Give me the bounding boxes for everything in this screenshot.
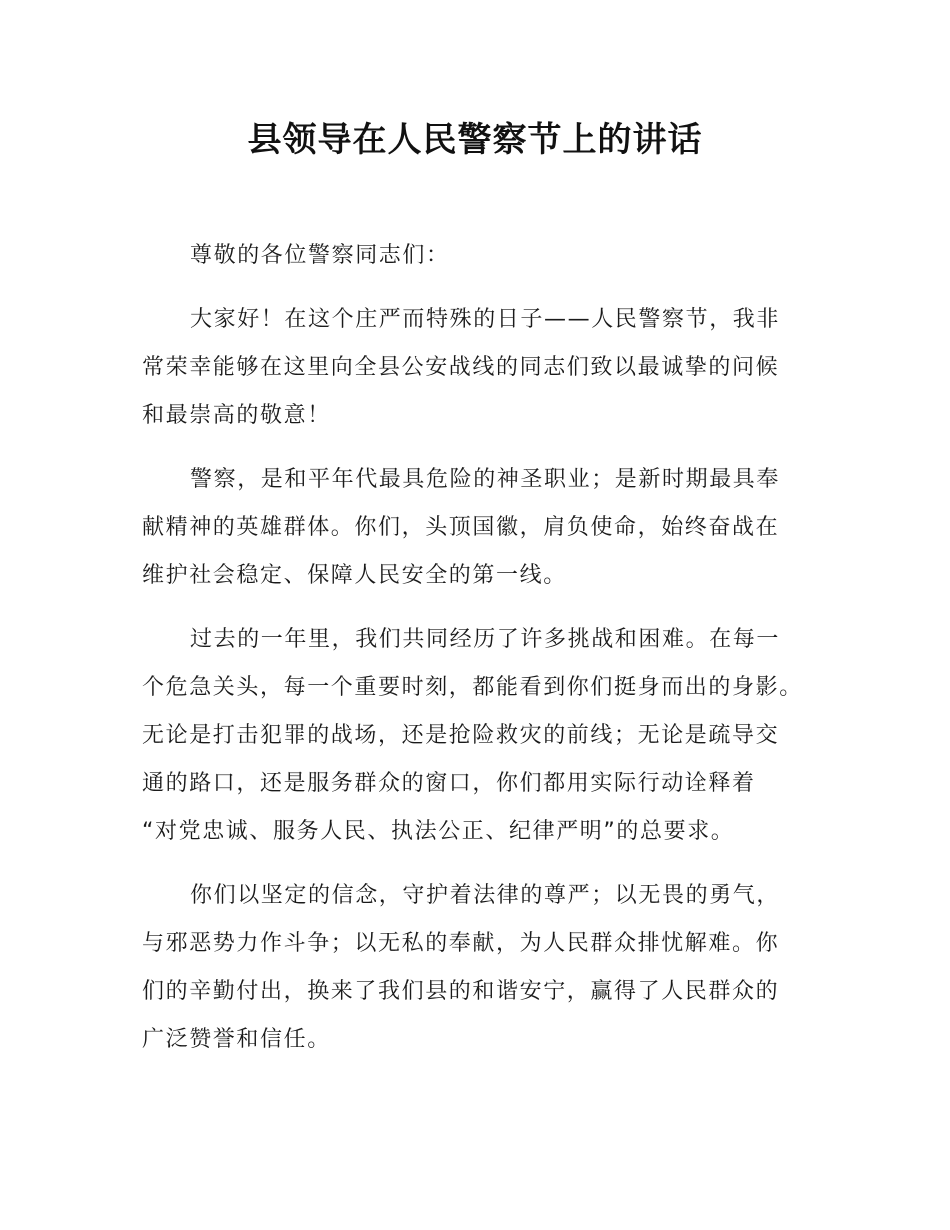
paragraph-dedication (142, 872, 812, 1064)
paragraph-greeting (142, 296, 812, 440)
paragraph-line: 广泛赞誉和信任。 (142, 1027, 331, 1052)
paragraph-line: “对党忠诚、服务人民、执法公正、纪律严明”的总要求。 (142, 819, 735, 844)
paragraph-line: 过去的一年里，我们共同经历了许多挑战和困难。在每一 (190, 627, 781, 652)
paragraph-line: 维护社会稳定、保障人民安全的第一线。 (142, 563, 567, 588)
paragraph-salutation (142, 232, 812, 280)
paragraph-line: 们的辛勤付出，换来了我们县的和谐安宁，赢得了人民群众的 (142, 979, 780, 1004)
paragraph-line: 与邪恶势力作斗争；以无私的奉献，为人民群众排忧解难。你 (142, 931, 780, 956)
paragraph-line: 警察，是和平年代最具危险的神圣职业；是新时期最具奉 (190, 467, 781, 492)
paragraph-past-year (142, 616, 812, 856)
paragraph-line: 常荣幸能够在这里向全县公安战线的同志们致以最诚挚的问候 (142, 355, 780, 380)
document-title: 县领导在人民警察节上的讲话 (247, 120, 703, 160)
paragraph-line: 个危急关头，每一个重要时刻，都能看到你们挺身而出的身影。 (142, 675, 803, 700)
paragraph-line: 尊敬的各位警察同志们： (190, 243, 450, 268)
paragraph-line: 通的路口，还是服务群众的窗口，你们都用实际行动诠释着 (142, 771, 756, 796)
paragraph-police-profession (142, 456, 812, 600)
paragraph-line: 无论是打击犯罪的战场，还是抢险救灾的前线；无论是疏导交 (142, 723, 780, 748)
paragraph-line: 大家好！在这个庄严而特殊的日子——人民警察节，我非 (190, 307, 781, 332)
document-body (142, 232, 812, 1064)
paragraph-line: 你们以坚定的信念，守护着法律的尊严；以无畏的勇气， (190, 883, 781, 908)
paragraph-line: 献精神的英雄群体。你们，头顶国徽，肩负使命，始终奋战在 (142, 515, 780, 540)
paragraph-line: 和最崇高的敬意！ (142, 403, 331, 428)
